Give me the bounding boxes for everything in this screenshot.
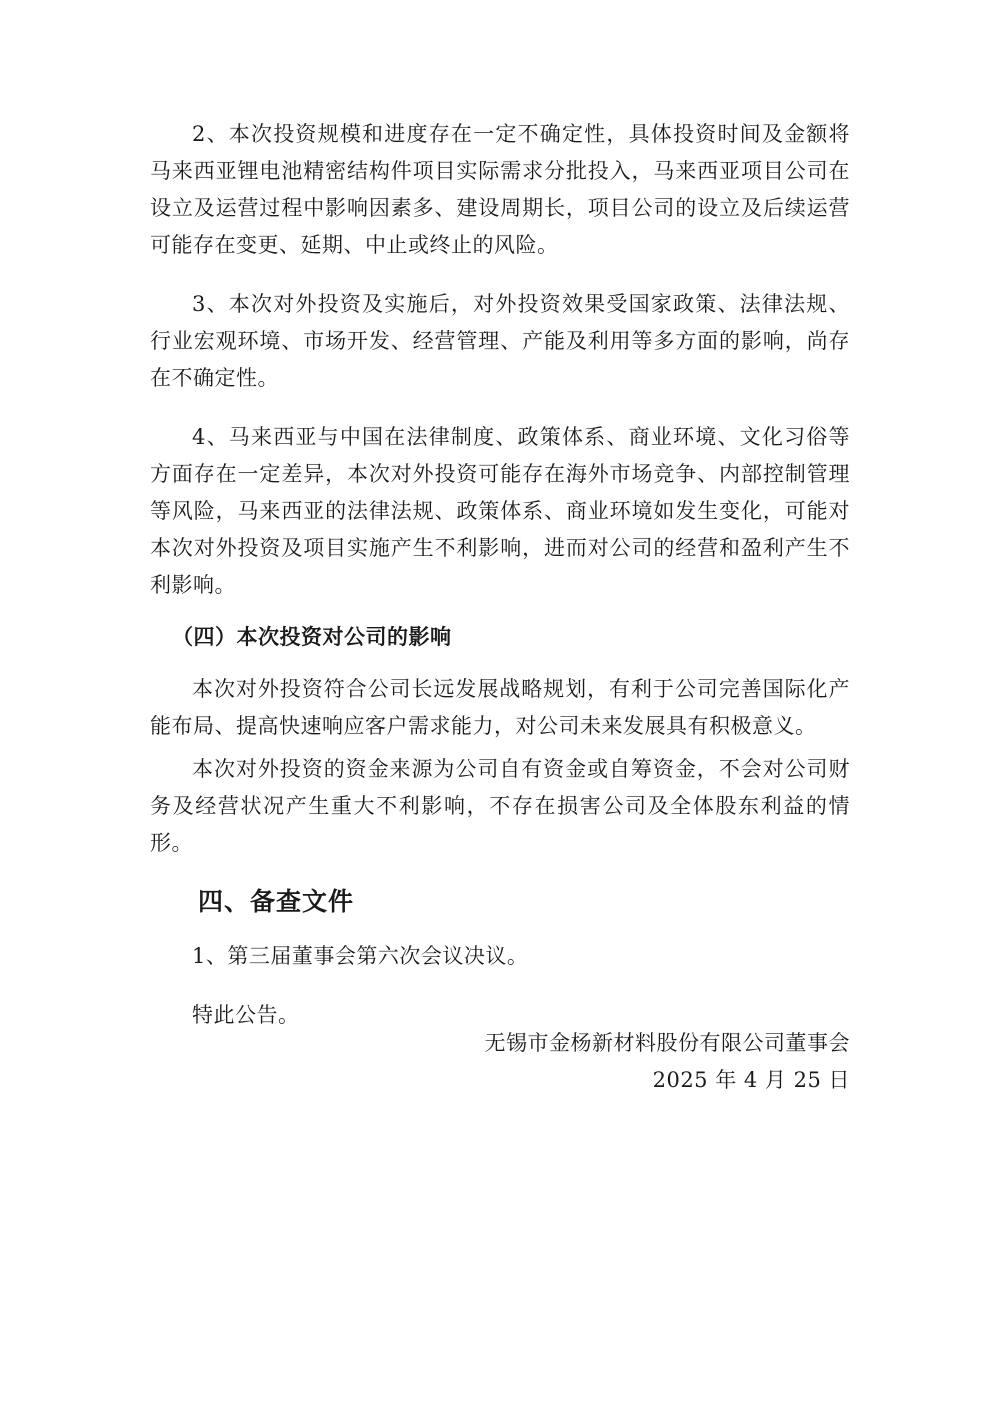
signature-block — [485, 1025, 851, 1099]
risk-item-4: 4、马来西亚与中国在法律制度、政策体系、商业环境、文化习俗等方面存在一定差异，本次对外投资可能存在海外市场竞争、内部控制管理等风险，马来西亚的法律法规、政策体系、商业环境如发生变化，可能对本次对外投资及项目实施产生不利影响，进而对公司的经营和盈利产生不利影响。 — [150, 425, 850, 597]
reference-item-1: 1、第三届董事会第六次会议决议。 — [192, 944, 529, 968]
reference-section-title: 四、备查文件 — [198, 887, 355, 916]
risk-item-3: 3、本次对外投资及实施后，对外投资效果受国家政策、法律法规、行业宏观环境、市场开发、经营管理、产能及利用等多方面的影响，尚存在不确定性。 — [150, 292, 850, 390]
document-body — [150, 116, 850, 1034]
impact-paragraph-2: 本次对外投资的资金来源为公司自有资金或自筹资金，不会对公司财务及经营状况产生重大不利影响，不存在损害公司及全体股东利益的情形。 — [150, 757, 850, 855]
risk-item-2: 2、本次投资规模和进度存在一定不确定性，具体投资时间及金额将马来西亚锂电池精密结构件项目实际需求分批投入，马来西亚项目公司在设立及运营过程中影响因素多、建设周期长，项目公司的设立及后续运营可能存在变更、延期、中止或终止的风险。 — [150, 122, 850, 257]
impact-paragraph-1: 本次对外投资符合公司长远发展战略规划，有利于公司完善国际化产能布局、提高快速响应客户需求能力，对公司未来发展具有积极意义。 — [150, 677, 850, 738]
signature-date: 2025 年 4 月 25 日 — [652, 1068, 850, 1092]
signature-org: 无锡市金杨新材料股份有限公司董事会 — [484, 1031, 850, 1055]
closing-statement: 特此公告。 — [192, 1003, 300, 1027]
impact-section-title: （四）本次投资对公司的影响 — [172, 624, 452, 649]
